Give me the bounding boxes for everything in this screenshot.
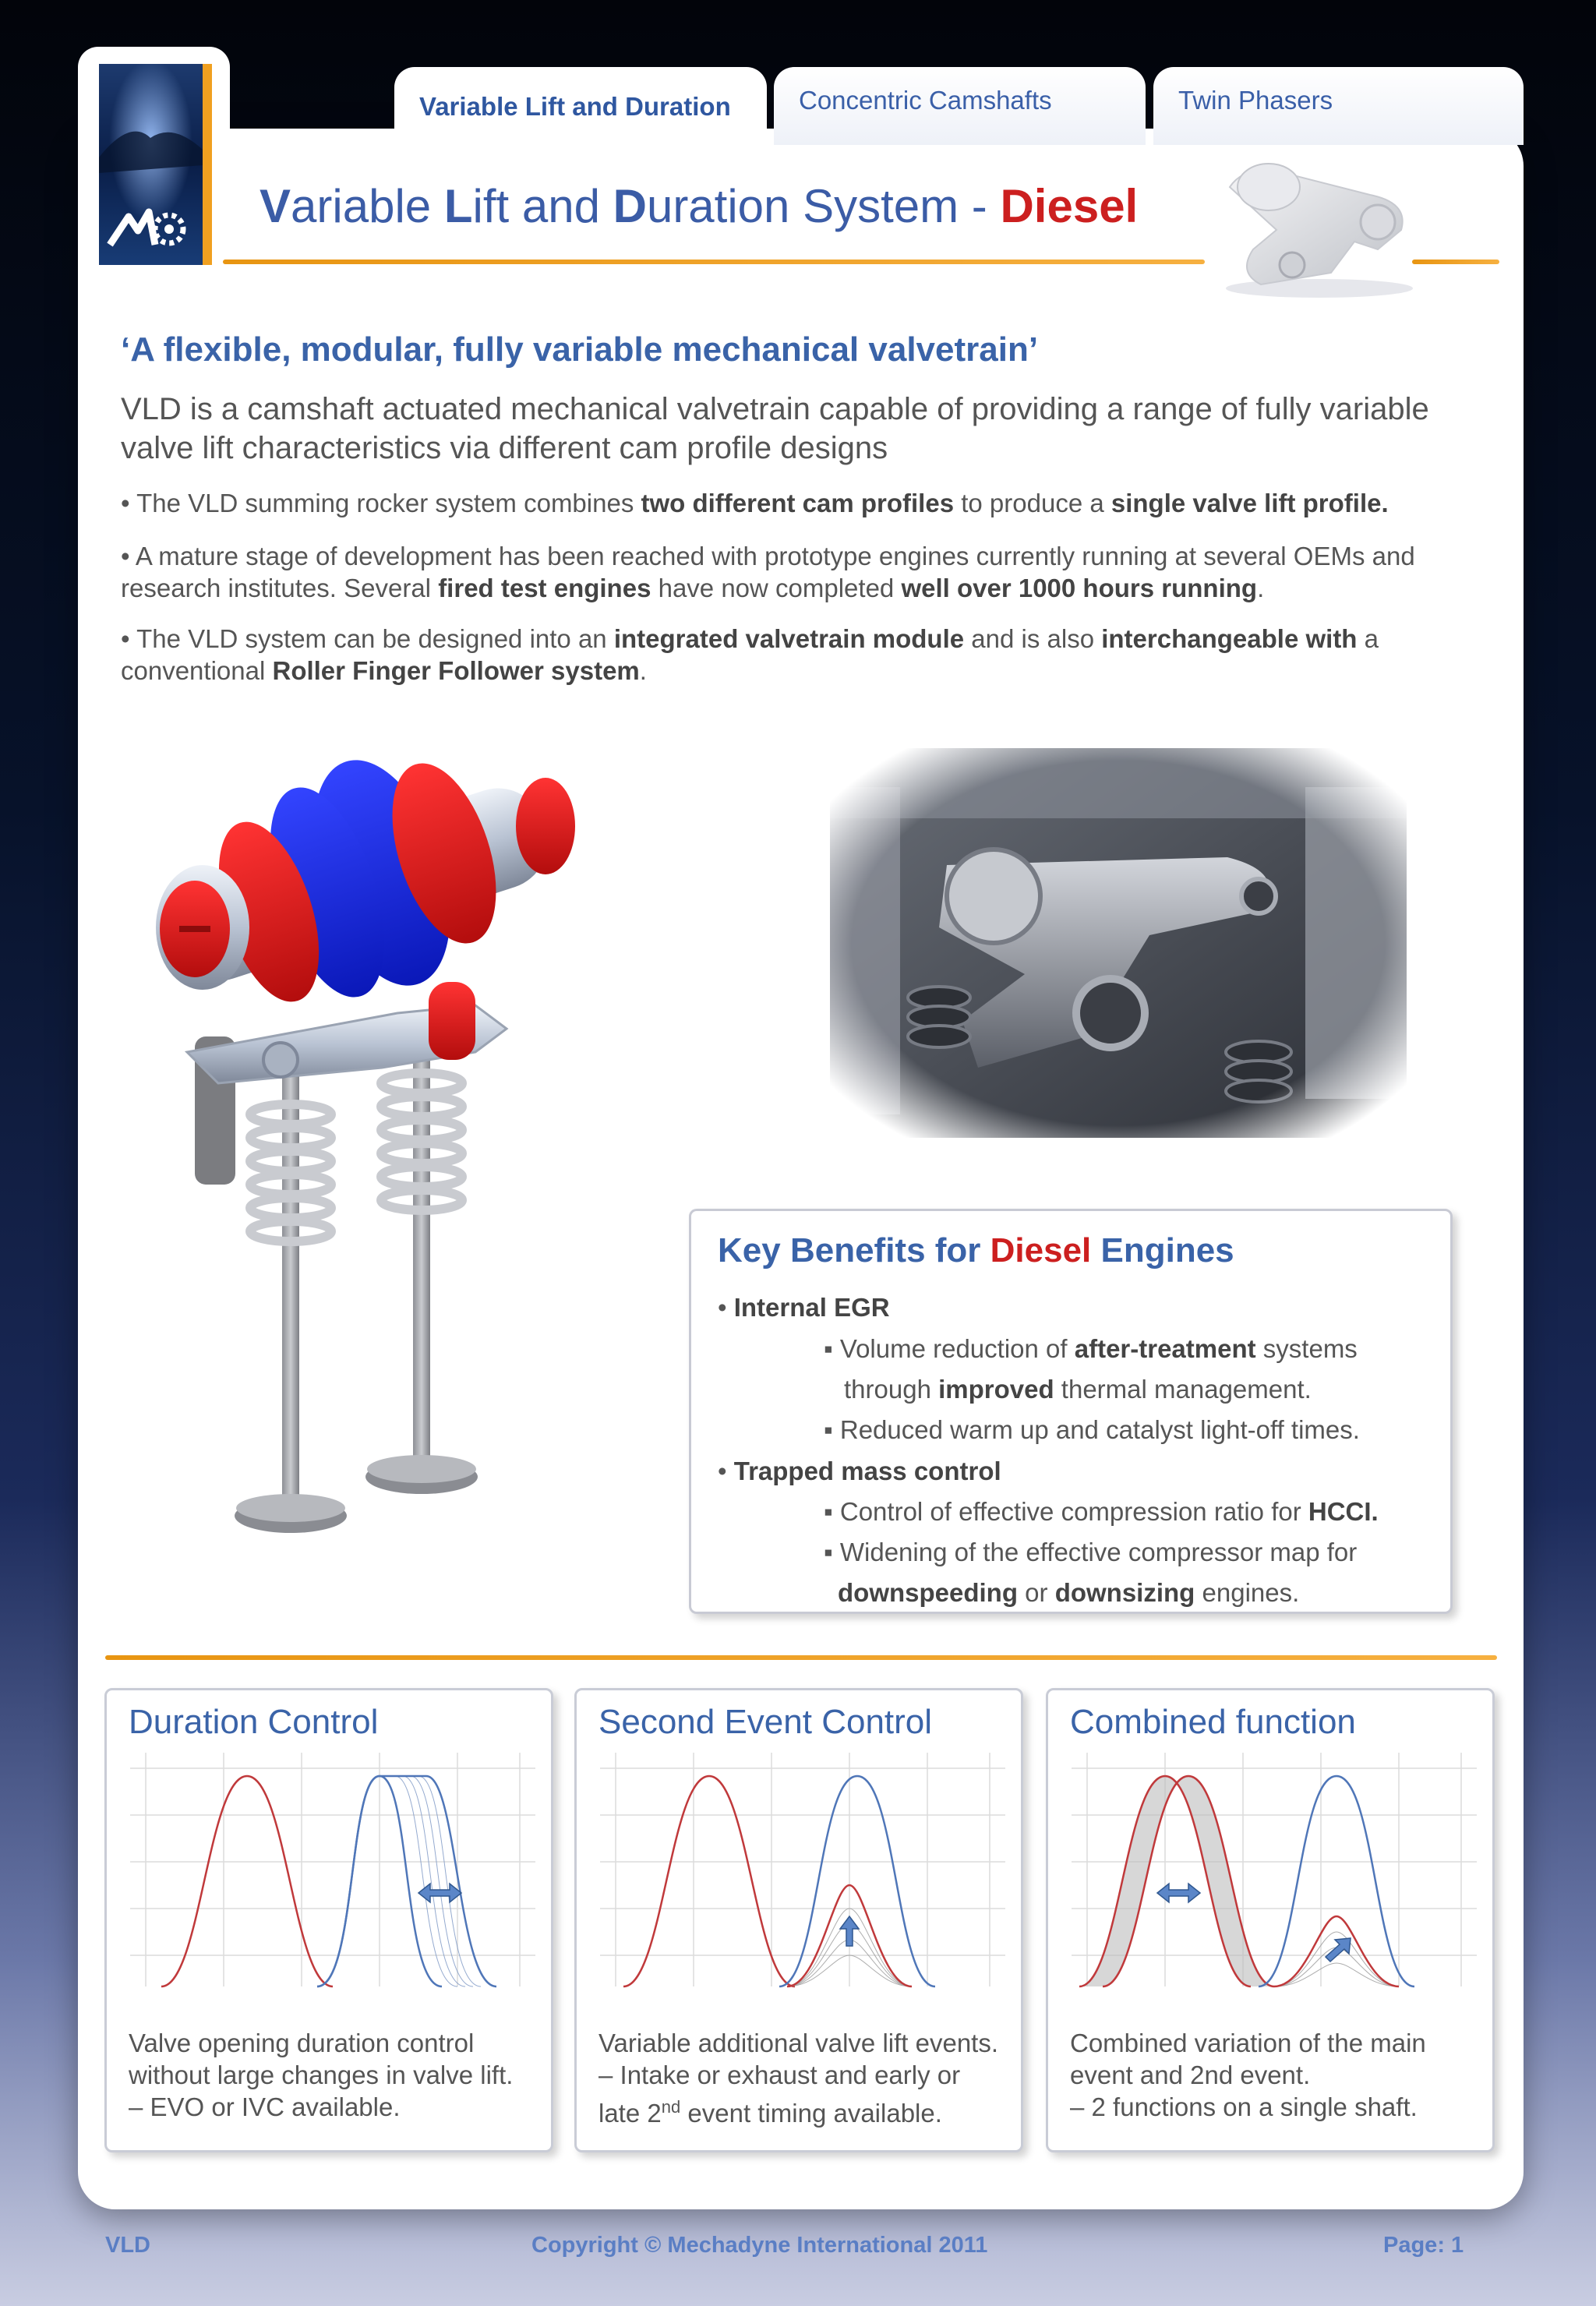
tab-label: Variable Lift and Duration (419, 92, 731, 121)
valvetrain-render-image (148, 748, 600, 1566)
bullet-integration: • The VLD system can be designed into an integrated valvetrain module and is also interchangeable with a conventional Roller Finger Follower system. (121, 624, 1379, 685)
footer-left: VLD (105, 2233, 150, 2258)
tagline: ‘A flexible, modular, fully variable mechanical valvetrain’ (121, 330, 1039, 369)
panel-second-event-control (574, 1688, 1023, 2152)
panel-caption: Valve opening duration control without large changes in valve lift. – EVO or IVC available. (129, 2029, 514, 2121)
title-underline-end (1412, 260, 1499, 264)
key-benefits-heading: Key Benefits for Diesel Engines (718, 1231, 1234, 1270)
benefit-hcci: ▪ Control of effective compression ratio for HCCI. (824, 1497, 1379, 1526)
logo-icon (99, 64, 203, 265)
tab-label: Twin Phasers (1178, 86, 1333, 115)
title-underline (223, 260, 1205, 264)
panel-caption: Combined variation of the main event and 2nd event. – 2 functions on a single shaft. (1070, 2029, 1426, 2121)
benefit-compressor-map-cont: downspeeding or downsizing engines. (838, 1578, 1300, 1607)
panel-title: Duration Control (129, 1703, 379, 1741)
page-title: Variable Lift and Duration System - Diesel (260, 180, 1139, 232)
tab-concentric-camshafts[interactable] (774, 67, 1146, 145)
footer-page-number: Page: 1 (1383, 2233, 1464, 2258)
tab-twin-phasers[interactable] (1153, 67, 1524, 145)
panel-title: Combined function (1070, 1703, 1356, 1741)
panel-caption: Variable additional valve lift events. – Intake or exhaust and early or late 2nd event timing available. (598, 2029, 999, 2128)
intro-paragraph: VLD is a camshaft actuated mechanical valvetrain capable of providing a range of fully variable valve lift characteristics via different cam profile designs (121, 392, 1429, 465)
key-benefits-box (689, 1209, 1453, 1614)
benefit-internal-egr: • Internal EGR (718, 1293, 890, 1322)
panel-title: Second Event Control (598, 1703, 933, 1741)
bullet-summing-rocker: • The VLD summing rocker system combines two different cam profiles to produce a single valve lift profile. (121, 489, 1389, 517)
benefit-trapped-mass: • Trapped mass control (718, 1457, 1001, 1485)
footer-copyright: Copyright © Mechadyne International 2011 (531, 2233, 988, 2258)
panel-duration-control (104, 1688, 553, 2152)
benefit-egr-volume: ▪ Volume reduction of after-treatment systems (824, 1334, 1358, 1363)
section-divider (105, 1655, 1497, 1660)
mechadyne-logo[interactable] (99, 64, 212, 265)
duration-lift-diagram (130, 1753, 535, 2002)
bullet-development-stage: • A mature stage of development has been reached with prototype engines currently running at several OEMs and research institutes. Several fired test engines have now completed well over 1000 hours running. (121, 542, 1415, 602)
panel-combined-function (1046, 1688, 1495, 2152)
benefit-compressor-map: ▪ Widening of the effective compressor map for (824, 1538, 1358, 1566)
benefit-egr-volume-cont: through improved thermal management. (844, 1375, 1312, 1404)
rocker-thumbnail-image (1214, 156, 1425, 300)
benefit-egr-warmup: ▪ Reduced warm up and catalyst light-off times. (824, 1415, 1360, 1444)
tab-label: Concentric Camshafts (799, 86, 1052, 115)
second-event-lift-diagram (600, 1753, 1005, 2002)
tab-variable-lift-duration[interactable] (394, 67, 767, 145)
engine-head-photo (822, 740, 1414, 1146)
combined-lift-diagram (1072, 1753, 1477, 2002)
